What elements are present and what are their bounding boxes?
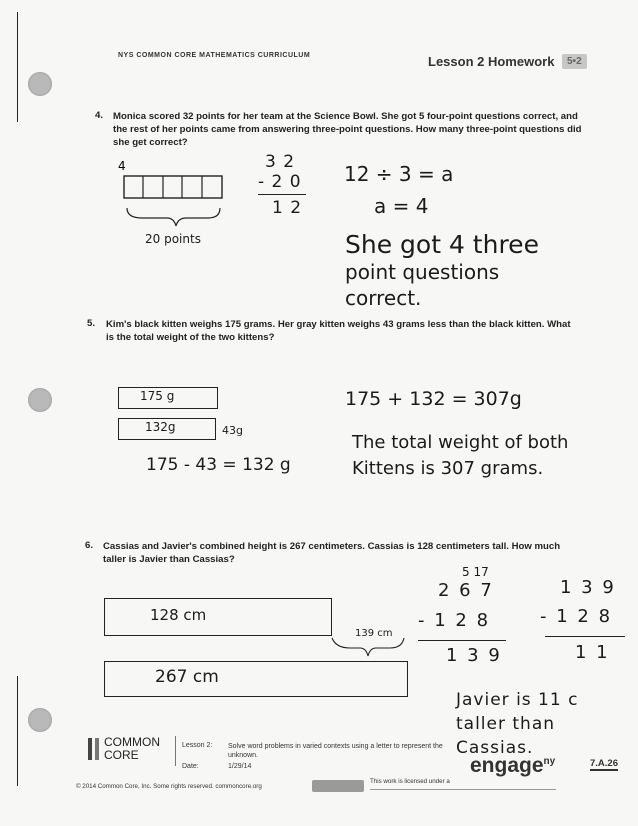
- q6-answer-line1: Javier is 11 c: [456, 690, 579, 710]
- lesson-title: Lesson 2 Homework: [428, 54, 555, 69]
- footer-date-value: 1/29/14: [228, 763, 252, 770]
- q6-sub2-result: 1 1: [575, 642, 610, 663]
- binder-hole-top: [28, 72, 52, 96]
- page-code: 7.A.26: [590, 758, 618, 769]
- q6-sub1-minus: - 1 2 8: [418, 610, 491, 631]
- engage-logo: [470, 754, 555, 778]
- q4-answer-line1: She got 4 three: [345, 230, 539, 259]
- q4-answer-var: a = 4: [374, 194, 429, 218]
- q6-answer-line2: taller than: [456, 714, 556, 734]
- question-4-text: Monica scored 32 points for her team at the Science Bowl. She got 5 four-point questions correct, and the rest of her points came from answering three-point questions. How many three-point questions did she get correct?: [113, 111, 582, 148]
- q6-sub2-line: [545, 636, 625, 637]
- q6-diff-label: 139 cm: [355, 628, 393, 639]
- footer-lesson-desc: Solve word problems in varied contexts using a letter to represent the unknown.: [228, 743, 443, 759]
- q6-sub1-result: 1 3 9: [446, 645, 502, 666]
- q6-tape-cassias: [104, 598, 332, 636]
- footer-license-link-line: [370, 789, 556, 790]
- engage-logo-sup: ny: [543, 756, 556, 767]
- page-edge-line: [17, 676, 18, 786]
- engage-logo-text: engage: [470, 754, 544, 777]
- common-core-brand-line1: COMMON: [104, 735, 160, 749]
- q5-tape2-label: 132g: [145, 420, 176, 434]
- q4-answer-line3: correct.: [345, 286, 422, 310]
- footer-license: This work is licensed under a: [370, 778, 450, 785]
- q4-sub-top: 3 2: [265, 152, 296, 172]
- question-5-number: 5.: [87, 318, 96, 329]
- q6-sub1-top: 2 6 7: [438, 580, 494, 601]
- q4-division: 12 ÷ 3 = a: [344, 162, 454, 186]
- curriculum-header: NYS COMMON CORE MATHEMATICS CURRICULUM: [118, 52, 311, 59]
- footer-lesson-label: Lesson 2:: [182, 742, 213, 749]
- q6-diff-brace: [330, 636, 406, 658]
- q6-sub1-line: [418, 640, 506, 641]
- q6-sub2-minus: - 1 2 8: [540, 606, 613, 627]
- q5-answer-line1: The total weight of both: [352, 432, 569, 453]
- binder-hole-bottom: [28, 708, 52, 732]
- question-4-number: 4.: [95, 110, 104, 121]
- q4-sub-line: [258, 194, 306, 195]
- footer-copyright: © 2014 Common Core, Inc. Some rights reserved. commoncore.org: [76, 783, 262, 790]
- q4-tape-brace-label: 20 points: [145, 232, 201, 246]
- q6-answer-line3: Cassias.: [456, 738, 534, 758]
- question-5-text: Kim's black kitten weighs 175 grams. Her gray kitten weighs 43 grams less than the black kitten. What is the total weight of the two kittens?: [106, 319, 571, 343]
- q6-tape-combined: [104, 661, 408, 697]
- question-6-number: 6.: [85, 540, 94, 551]
- footer-divider: [175, 736, 176, 766]
- common-core-logo-bar: [88, 738, 92, 760]
- question-6-text: Cassias and Javier's combined height is 267 centimeters. Cassias is 128 centimeters tall. How much taller is Javier than Cassias?: [103, 541, 561, 565]
- common-core-logo-bar: [95, 738, 99, 760]
- lesson-badge: 5•2: [562, 54, 587, 69]
- q5-addition: 175 + 132 = 307g: [345, 388, 522, 410]
- q6-regroup: 5 17: [462, 565, 489, 579]
- footer-date-label: Date:: [182, 763, 199, 770]
- q5-answer-line2: Kittens is 307 grams.: [352, 458, 544, 479]
- q5-subtraction: 175 - 43 = 132 g: [146, 455, 291, 475]
- binder-hole-middle: [28, 388, 52, 412]
- q6-tape2-label: 267 cm: [155, 667, 219, 687]
- q6-tape1-label: 128 cm: [150, 606, 207, 624]
- q6-sub2-top: 1 3 9: [560, 577, 616, 598]
- q4-tape-top-label: 4: [118, 159, 126, 173]
- q5-tape1-label: 175 g: [140, 389, 175, 403]
- page-edge-line: [17, 12, 18, 122]
- common-core-brand-line2: CORE: [104, 748, 139, 762]
- q4-answer-line2: point questions: [345, 260, 500, 284]
- q5-diff-label: 43g: [222, 424, 243, 437]
- creative-commons-badge: [312, 780, 364, 792]
- q4-sub-result: 1 2: [272, 198, 303, 218]
- q4-sub-minus: - 2 0: [258, 172, 302, 192]
